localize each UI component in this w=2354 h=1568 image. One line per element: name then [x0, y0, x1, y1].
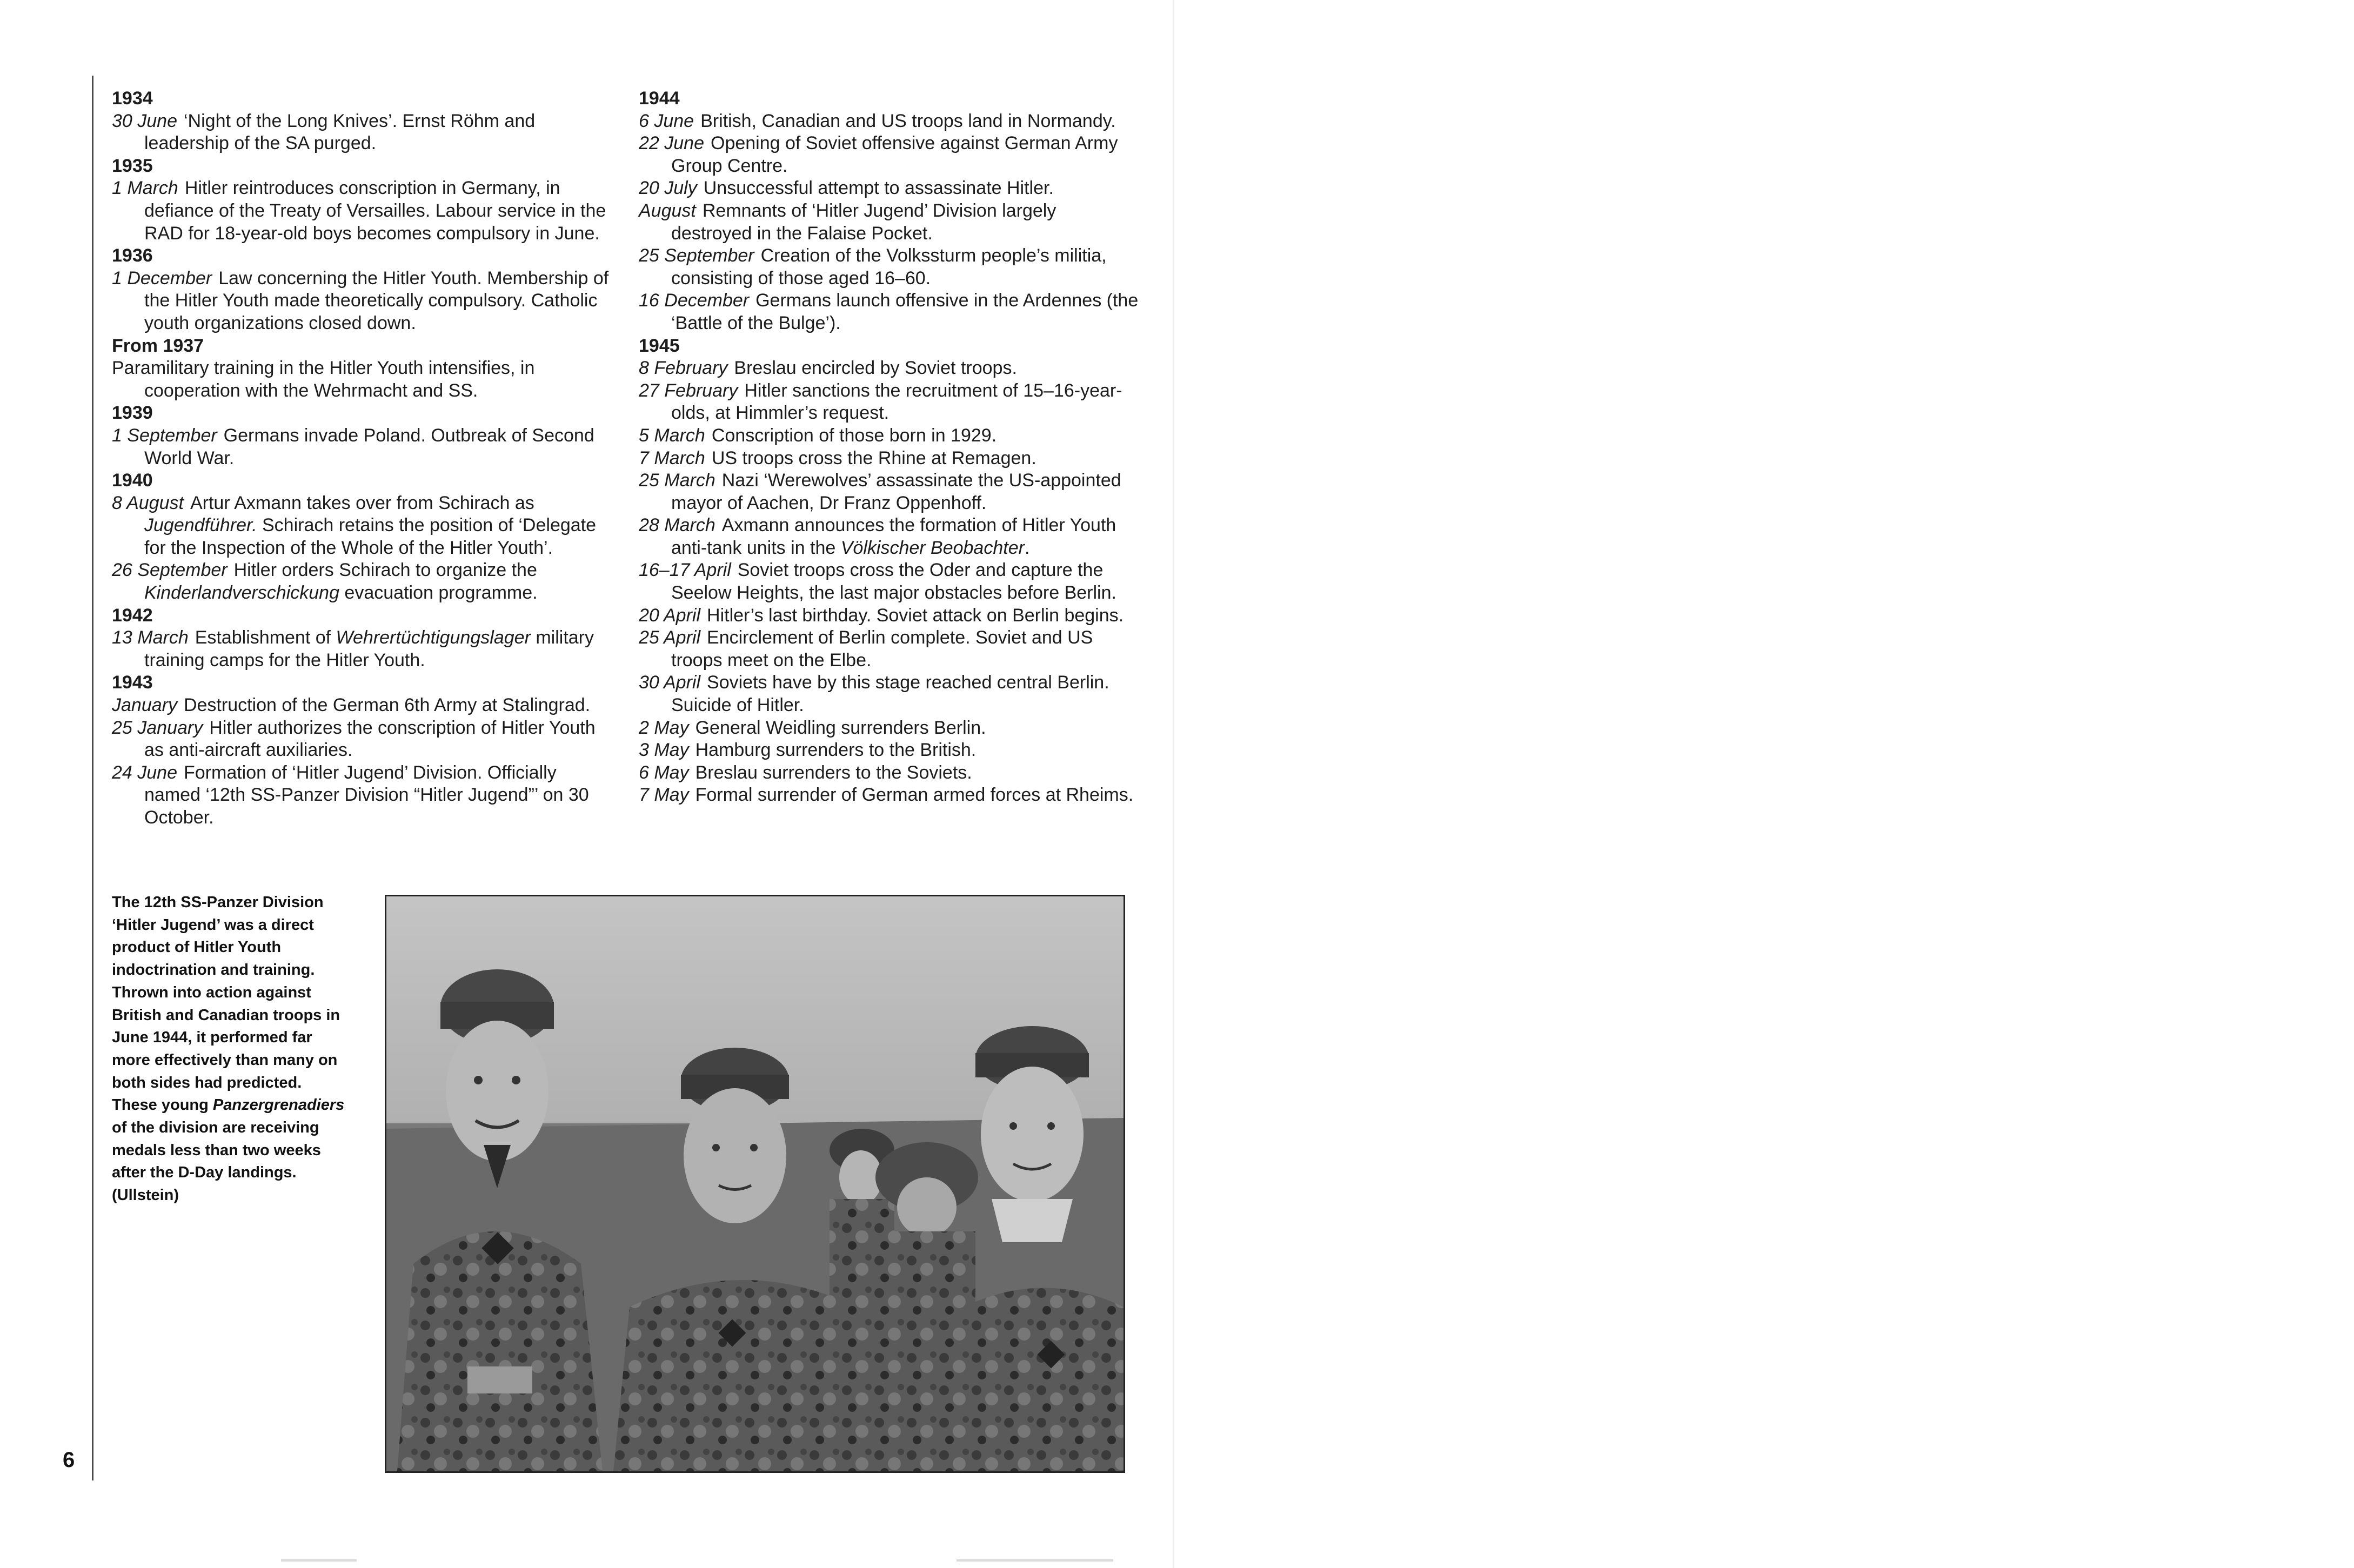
entry-italic-text: Kinderlandverschickung [144, 582, 339, 604]
timeline-entry [639, 717, 1141, 740]
entry-italic-text: Jugendführer. [144, 515, 257, 536]
timeline-entry [112, 492, 612, 560]
entry-text: ‘Night of the Long Knives’. Ernst Röhm and leadership of the SA purged. [144, 110, 536, 154]
timeline-entry [112, 627, 612, 672]
entry-text: Formation of ‘Hitler Jugend’ Division. Officially named ‘12th SS-Panzer Division “Hitler Jugend”’ on 30 October. [144, 762, 589, 828]
entry-text: Soviet troops cross the Oder and capture the Seelow Heights, the last major obstacles before Berlin. [671, 560, 1116, 604]
entry-text: Law concerning the Hitler Youth. Membership of the Hitler Youth made theoretically compulsory. Catholic youth organizations closed down. [144, 267, 609, 333]
year-heading: 1934 [112, 88, 153, 109]
entry-text: Unsuccessful attempt to assassinate Hitler. [703, 178, 1054, 199]
entry-date: 25 April [639, 627, 701, 648]
entry-text: Nazi ‘Werewolves’ assassinate the US-appointed mayor of Aachen, Dr Franz Oppenhoff. [671, 470, 1121, 513]
timeline-entry [112, 177, 612, 245]
entry-text: military training camps for the Hitler Youth. [144, 627, 594, 671]
timeline-entry [639, 784, 1141, 807]
timeline-entry [639, 672, 1141, 716]
entry-text: US troops cross the Rhine at Remagen. [711, 447, 1036, 468]
timeline-entry [112, 694, 612, 717]
entry-date: 25 September [639, 245, 754, 266]
entry-text: Schirach retains the position of ‘Delegate for the Inspection of the Whole of the Hitler Youth’. [144, 515, 597, 558]
entry-text: Remnants of ‘Hitler Jugend’ Division largely destroyed in the Falaise Pocket. [671, 200, 1056, 244]
photograph [385, 895, 1125, 1473]
timeline-entry [112, 762, 612, 829]
entry-date: 25 January [112, 717, 203, 738]
timeline-entry [112, 267, 612, 335]
entry-text: Paramilitary training in the Hitler Youth intensifies, in cooperation with the Wehrmacht and SS. [112, 358, 535, 401]
page-number: 6 [63, 1448, 75, 1472]
caption-text: The 12th SS-Panzer Division ‘Hitler Jugend’ was a direct product of Hitler Youth indoctrination and training. Thrown into action against British and Canadian troops in June 1944, it performed far more effectively than many on both sides had predicted. These young [112, 894, 340, 1114]
entry-date: 3 May [639, 740, 689, 761]
timeline-entry [639, 447, 1141, 470]
timeline-entry [112, 425, 612, 470]
timeline-entry [639, 627, 1141, 672]
entry-text: Hamburg surrenders to the British. [695, 740, 977, 761]
entry-date: August [639, 200, 696, 221]
year-heading: 1936 [112, 245, 153, 266]
entry-text: Hitler reintroduces conscription in Germany, in defiance of the Treaty of Versailles. Labour service in the RAD for 18-year-old boys becomes compulsory in June. [144, 178, 606, 244]
photo-caption [112, 892, 350, 1207]
entry-italic-text: Völkischer Beobachter [840, 537, 1025, 558]
caption-italic: Panzergrenadiers [212, 1096, 345, 1114]
entry-date: 1 December [112, 267, 212, 289]
timeline-entry [639, 425, 1141, 447]
entry-text: Establishment of [195, 627, 336, 648]
entry-date: 8 February [639, 358, 728, 379]
entry-text: Encirclement of Berlin complete. Soviet and US troops meet on the Elbe. [671, 627, 1093, 671]
timeline-entry [112, 110, 612, 155]
entry-date: 6 May [639, 762, 689, 783]
entry-text: General Weidling surrenders Berlin. [695, 717, 986, 738]
timeline-entry [639, 177, 1141, 200]
timeline-entry [639, 762, 1141, 785]
entry-text: Hitler orders Schirach to organize the [233, 560, 537, 581]
entry-text: Creation of the Volkssturm people’s militia, consisting of those aged 16–60. [671, 245, 1107, 289]
chronology-left-column [112, 88, 612, 829]
entry-date: 7 March [639, 447, 705, 468]
year-heading: 1943 [112, 672, 153, 693]
entry-date: 7 May [639, 785, 689, 806]
timeline-entry [639, 559, 1141, 604]
entry-date: 26 September [112, 560, 228, 581]
entry-text: Conscription of those born in 1929. [711, 425, 997, 446]
timeline-entry [639, 110, 1141, 133]
entry-date: 20 July [639, 178, 697, 199]
timeline-entry [112, 357, 612, 402]
timeline-entry [639, 605, 1141, 627]
entry-date: 25 March [639, 470, 715, 491]
timeline-entry [639, 132, 1141, 177]
entry-date: 8 August [112, 492, 184, 513]
page-spine [1173, 0, 1174, 1568]
year-heading: 1945 [639, 335, 680, 356]
timeline-entry [639, 200, 1141, 245]
timeline-entry [639, 470, 1141, 514]
entry-text: Destruction of the German 6th Army at Stalingrad. [183, 695, 591, 716]
timeline-entry [639, 245, 1141, 290]
entry-date: 5 March [639, 425, 705, 446]
entry-date: 27 February [639, 380, 738, 401]
entry-date: January [112, 695, 177, 716]
year-heading: 1939 [112, 403, 153, 424]
year-heading: From 1937 [112, 335, 204, 356]
entry-text: Axmann announces the formation of Hitler Youth anti-tank units in the [671, 515, 1116, 558]
entry-date: 28 March [639, 515, 715, 536]
entry-text: Breslau encircled by Soviet troops. [734, 358, 1017, 379]
margin-rule [92, 76, 93, 1480]
year-heading: 1935 [112, 155, 153, 176]
entry-date: 6 June [639, 110, 694, 131]
year-heading: 1944 [639, 88, 680, 109]
entry-date: 30 June [112, 110, 177, 131]
timeline-entry [639, 357, 1141, 380]
entry-text: Hitler sanctions the recruitment of 15–16-year-olds, at Himmler’s request. [671, 380, 1122, 424]
entry-text: Breslau surrenders to the Soviets. [695, 762, 972, 783]
timeline-entry [112, 717, 612, 762]
timeline-entry [639, 514, 1141, 559]
entry-text: Germans launch offensive in the Ardennes (the ‘Battle of the Bulge’). [671, 290, 1139, 333]
entry-text: Hitler authorizes the conscription of Hitler Youth as anti-aircraft auxiliaries. [144, 717, 596, 761]
entry-italic-text: Wehrertüchtigungslager [336, 627, 531, 648]
photo-illustration [386, 896, 1124, 1471]
year-heading: 1942 [112, 605, 153, 626]
caption-text-end: of the division are receiving medals less than two weeks after the D-Day landings. (Ullstein) [112, 1119, 321, 1204]
entry-date: 13 March [112, 627, 189, 648]
entry-date: 16 December [639, 290, 750, 311]
entry-text: British, Canadian and US troops land in Normandy. [700, 110, 1116, 131]
timeline-entry [639, 739, 1141, 762]
entry-text: Formal surrender of German armed forces at Rheims. [695, 785, 1134, 806]
entry-date: 20 April [639, 605, 701, 626]
entry-text: . [1024, 537, 1030, 558]
entry-date: 2 May [639, 717, 689, 738]
timeline-entry [639, 380, 1141, 425]
scan-artifact [957, 1559, 1113, 1562]
scan-artifact [281, 1559, 357, 1562]
entry-date: 30 April [639, 672, 701, 693]
entry-date: 1 March [112, 178, 178, 199]
chronology-right-column [639, 88, 1141, 807]
entry-text: Hitler’s last birthday. Soviet attack on Berlin begins. [707, 605, 1124, 626]
timeline-entry [112, 559, 612, 604]
entry-date: 16–17 April [639, 560, 731, 581]
entry-text: Artur Axmann takes over from Schirach as [190, 492, 534, 513]
entry-text: evacuation programme. [339, 582, 538, 604]
entry-date: 1 September [112, 425, 217, 446]
year-heading: 1940 [112, 470, 153, 491]
entry-date: 22 June [639, 133, 704, 154]
entry-text: Soviets have by this stage reached central Berlin. Suicide of Hitler. [671, 672, 1109, 716]
entry-date: 24 June [112, 762, 177, 783]
entry-text: Opening of Soviet offensive against German Army Group Centre. [671, 133, 1118, 176]
timeline-entry [639, 290, 1141, 334]
entry-text: Germans invade Poland. Outbreak of Second World War. [144, 425, 594, 468]
